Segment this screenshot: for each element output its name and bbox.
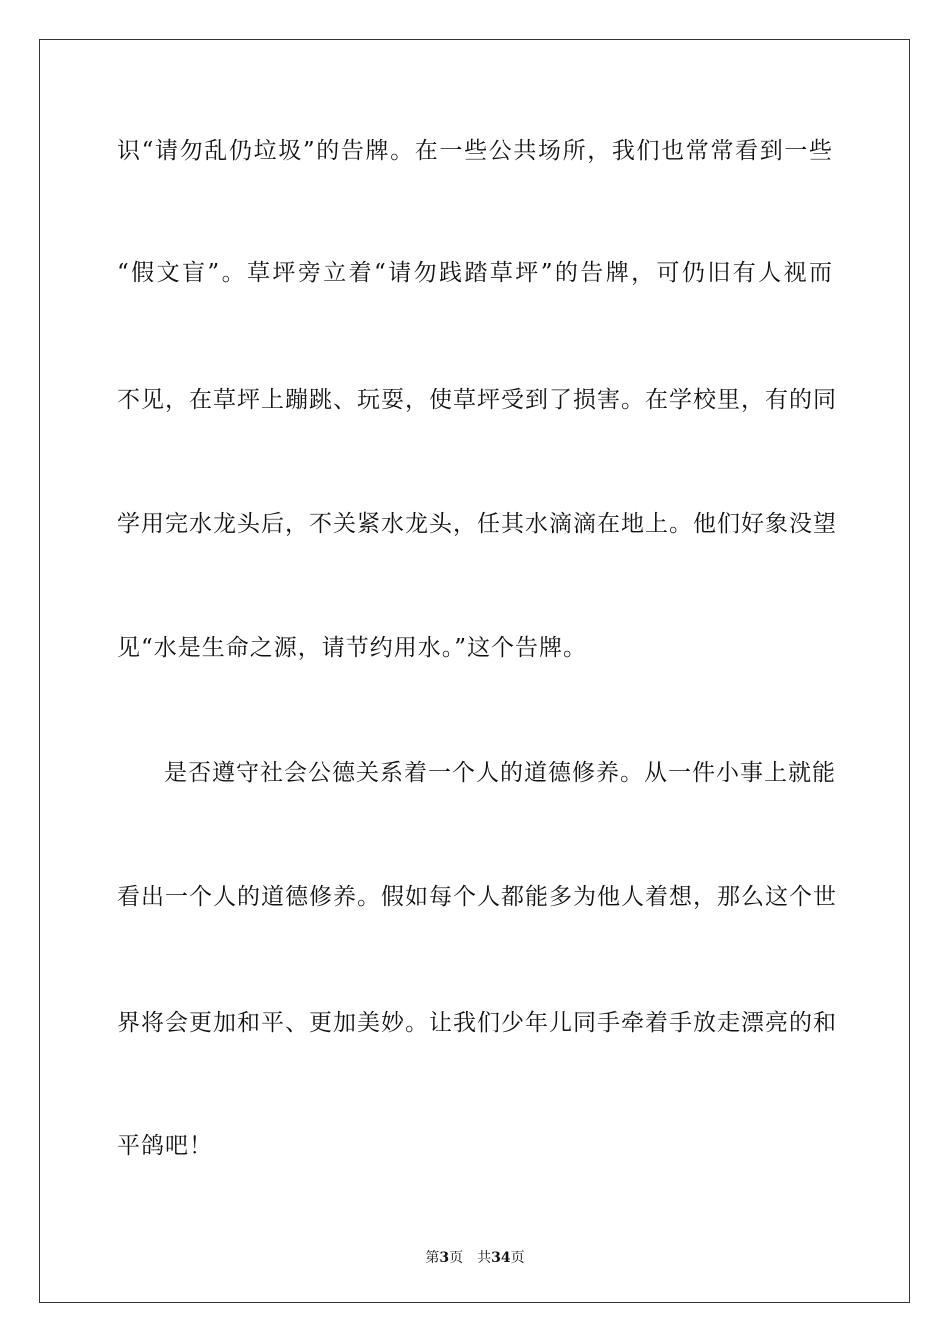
text-line-2: “假文盲”。草坪旁立着“请勿践踏草坪”的告牌，可仍旧有人视而 [117,260,833,286]
page-suffix: 页 [449,1250,464,1266]
text-line-4: 学用完水龙头后，不关紧水龙头，任其水滴滴在地上。他们好象没望 [117,511,837,537]
page-border [39,39,910,1303]
total-prefix: 共 [477,1250,492,1266]
page-footer [0,1249,950,1267]
text-line-5: 见“水是生命之源，请节约用水。”这个告牌。 [117,635,588,661]
text-line-6: 是否遵守社会公德关系着一个人的道德修养。从一件小事上就能 [164,760,836,786]
text-line-3: 不见，在草坪上蹦跳、玩耍，使草坪受到了损害。在学校里，有的同 [117,387,837,413]
page-number: 3 [439,1250,450,1266]
text-line-1: 识“请勿乱仍垃圾”的告牌。在一些公共场所，我们也常常看到一些 [117,138,833,164]
text-line-9: 平鸽吧！ [117,1133,213,1159]
page-prefix: 第 [425,1250,440,1266]
total-suffix: 页 [510,1250,525,1266]
text-line-8: 界将会更加和平、更加美妙。让我们少年儿同手牵着手放走漂亮的和 [117,1010,837,1036]
total-pages: 34 [491,1250,511,1266]
text-line-7: 看出一个人的道德修养。假如每个人都能多为他人着想，那么这个世 [117,884,837,910]
